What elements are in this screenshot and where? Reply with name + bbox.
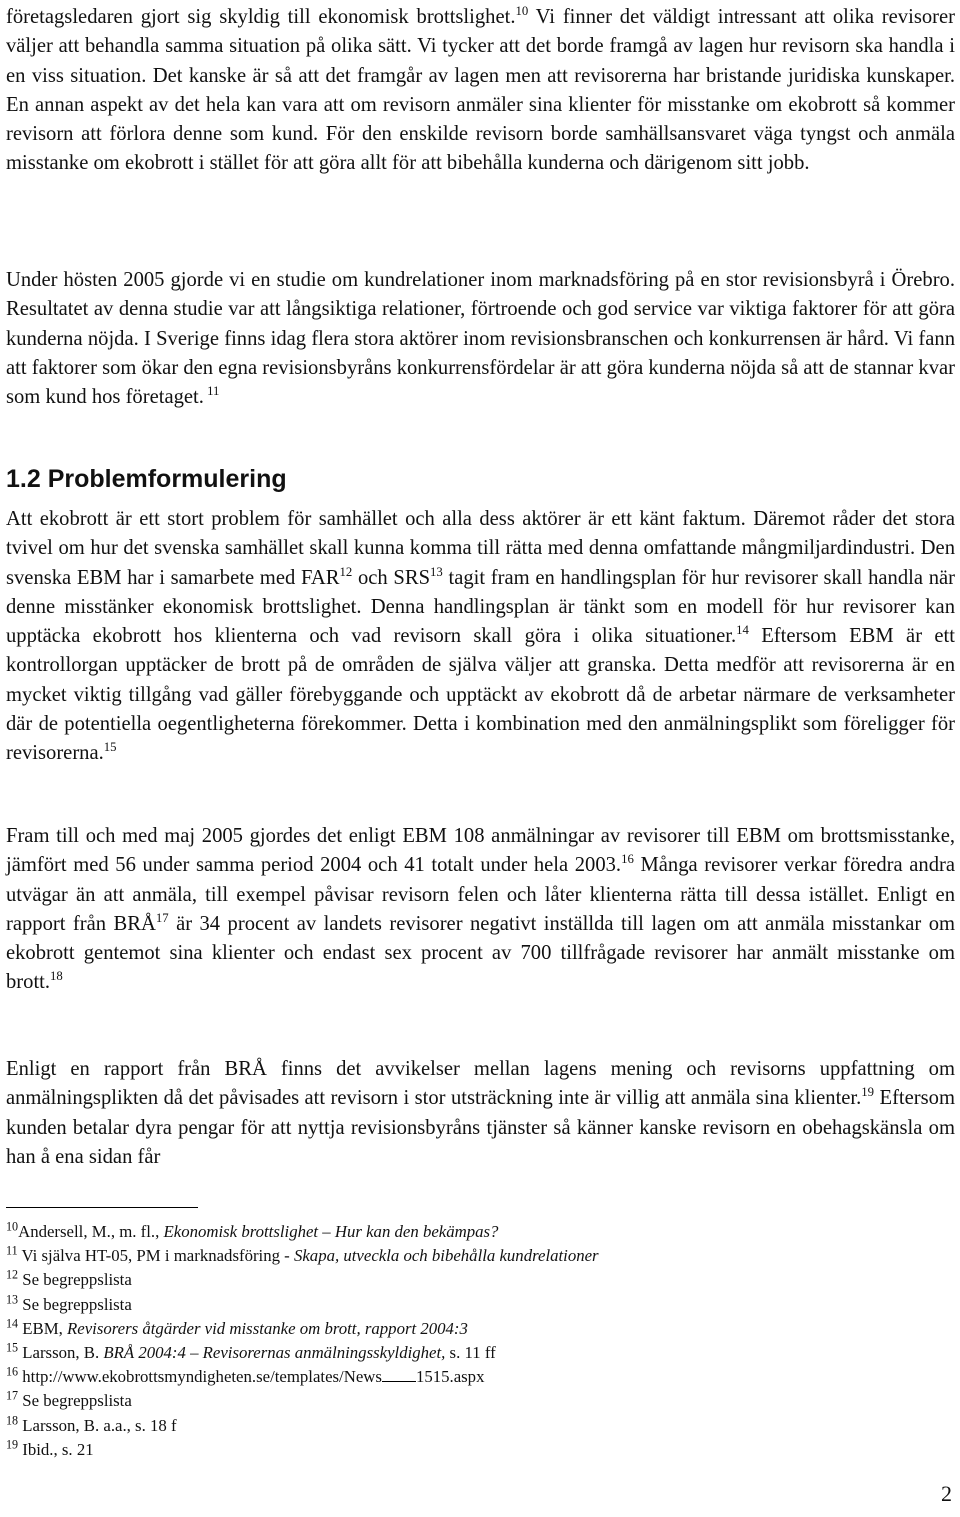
- text-run: företagsledaren gjort sig skyldig till ekonomisk brottslighet.: [6, 6, 516, 28]
- section-heading: 1.2 Problemformulering: [6, 465, 287, 493]
- text-run: Larsson, B.: [18, 1343, 104, 1363]
- footnote-item: [6, 1365, 946, 1389]
- text-run: 1515.aspx: [415, 1367, 485, 1387]
- text-run: Vi själva HT-05, PM i marknadsföring -: [17, 1246, 294, 1266]
- body-paragraph-2: [6, 266, 955, 412]
- footnote-number: 13: [6, 1291, 19, 1306]
- text-run: Många revisorer verkar föredra andra utvägar än att anmäla, till exempel påvisar revisorn felen och låter klienterna rätta till dessa istället. Enligt en rapport från BRÅ: [6, 854, 955, 935]
- text-run: s. 11 ff: [445, 1343, 496, 1363]
- footnote-separator: [6, 1207, 198, 1208]
- text-run: Larsson, B. a.a., s. 18 f: [18, 1415, 177, 1435]
- footnote-item: [6, 1293, 946, 1317]
- page-number: 2: [941, 1481, 952, 1506]
- footnote-number: 11: [6, 1243, 18, 1258]
- footnote-number: 18: [6, 1412, 19, 1427]
- text-run: är 34 procent av landets revisorer negativt inställda till lagen om att anmäla misstankar om ekobrott gentemot sina klienter och endast sex procent av 700 tillfrågade revisorer har anmält misstanke om brott.: [6, 912, 956, 994]
- underscore-gap: [382, 1366, 416, 1382]
- text-run: Att ekobrott är ett stort problem för samhället och alla dess aktörer är ett känt faktum. Däremot råder det stora tvivel om hur det svenska samhället skall kunna komma till rätta med denna omfattande mångmiljardindustri. Den svenska EBM har i samarbete med FAR: [6, 508, 955, 589]
- footnote-reference: 17: [155, 910, 169, 925]
- footnote-item: [6, 1244, 946, 1268]
- footnote-reference: 13: [430, 564, 443, 579]
- text-run: Vi finner det väldigt intressant att olika revisorer väljer att behandla samma situation på olika sätt. Vi tycker att det borde framgå av lagen hur revisorn ska handla i en viss situation. Det kanske är så att det framgår av lagen men att revisorerna har bristande juridiska kunskaper. En annan aspekt av det hela kan vara att om revisorn anmäler sina klienter för misstanke om ekobrott så kommer revisorn att förlora denne som kund. För den enskilde revisorn borde samhällsansvaret väga tyngst och anmäla misstanke om ekobrott i stället för att göra allt för att bibehålla kunderna och därigenom sitt jobb.: [6, 6, 955, 175]
- footnote-number: 16: [6, 1364, 19, 1379]
- text-run: och SRS: [352, 566, 431, 589]
- body-paragraph-5: [6, 1055, 955, 1172]
- text-run: Se begreppslista: [18, 1391, 132, 1411]
- footnote-item: [6, 1389, 946, 1413]
- text-run: Eftersom EBM är ett kontrollorgan upptäcker de brott på de områden de själva väljer att granska. Detta medför att revisorerna är en mycket viktig tillgång vad gäller förebyggande och upptäckt av ekobrott då de arbetar närmare de verksamheter där de potentiella oegentligheterna förekommer. Detta i kombination med den anmälningsplikt som föreligger för revisorerna.: [6, 625, 955, 765]
- body-paragraph-4: [6, 822, 955, 998]
- body-paragraph-1: [6, 3, 955, 179]
- text-run: Ibid., s. 21: [18, 1439, 94, 1459]
- italic-title: Revisorers åtgärder vid misstanke om brott, rapport 2004:3: [67, 1318, 468, 1338]
- footnote-item: [6, 1220, 946, 1244]
- footnote-item: [6, 1438, 946, 1462]
- footnote-item: [6, 1317, 946, 1341]
- footnote-item: [6, 1414, 946, 1438]
- text-run: http://www.ekobrottsmyndigheten.se/templates/News: [18, 1367, 382, 1387]
- footnote-reference: 12: [339, 564, 353, 579]
- text-run: Under hösten 2005 gjorde vi en studie om kundrelationer inom marknadsföring på en stor revisionsbyrå i Örebro. Resultatet av denna studie var att långsiktiga relationer, förtroende och god service var viktiga faktorer för att göra kunderna nöjda. I Sverige finns idag flera stora aktörer inom revisionsbranschen och konkurrensen är hård. Vi fann att faktorer som ökar den egna revisionsbyråns konkurrensfördelar är att göra kunderna nöjda så att de stannar kvar som kund hos företaget.: [6, 269, 955, 409]
- footnote-reference: 15: [103, 740, 117, 755]
- footnote-number: 10: [6, 1219, 19, 1234]
- text-run: Se begreppslista: [18, 1270, 132, 1290]
- text-run: Se begreppslista: [18, 1294, 132, 1314]
- footnote-reference: 11: [203, 384, 220, 399]
- text-run: Andersell, M., m. fl.,: [18, 1222, 164, 1241]
- italic-title: Skapa, utveckla och bibehålla kundrelationer: [293, 1246, 599, 1266]
- footnote-reference: 18: [50, 969, 63, 984]
- footnotes: [6, 1220, 946, 1462]
- footnote-number: 12: [6, 1267, 19, 1282]
- footnote-number: 14: [6, 1316, 19, 1331]
- footnote-number: 17: [6, 1388, 19, 1403]
- text-run: Eftersom kunden betalar dyra pengar för att nyttja revisionsbyråns tjänster så känner kanske revisorn en obehagskänsla om han å ena sidan får: [6, 1087, 955, 1168]
- body-paragraph-3: [6, 505, 955, 769]
- italic-title: BRÅ 2004:4 – Revisorernas anmälningsskyldighet,: [103, 1343, 446, 1363]
- text-run: Enligt en rapport från BRÅ finns det avvikelser mellan lagens mening och revisorns uppfattning om anmälningsplikten då det påvisades att revisorn i stor utsträckning inte är villig att anmäla sina klienter.: [6, 1058, 955, 1110]
- text-run: EBM,: [18, 1318, 68, 1338]
- footnote-item: [6, 1268, 946, 1292]
- footnote-reference: 16: [621, 852, 634, 867]
- footnote-reference: 14: [736, 623, 749, 638]
- footnote-number: 15: [6, 1340, 19, 1355]
- text-run: tagit fram en handlingsplan för hur revisorer skall handla när denne misstänker ekonomisk brottslighet. Denna handlingsplan är tänkt som en modell för hur revisorer kan upptäcka ekobrott hos klienterna och vad revisorn skall göra i olika situationer.: [6, 566, 955, 648]
- footnote-reference: 10: [515, 4, 529, 19]
- text-run: Fram till och med maj 2005 gjordes det enligt EBM 108 anmälningar av revisorer till EBM om brottsmisstanke, jämfört med 56 under samma period 2004 och 41 totalt under hela 2003.: [6, 825, 955, 877]
- footnote-item: [6, 1341, 946, 1365]
- footnote-number: 19: [6, 1437, 19, 1452]
- italic-title: Ekonomisk brottslighet – Hur kan den bekämpas?: [163, 1222, 499, 1241]
- footnote-reference: 19: [861, 1085, 875, 1100]
